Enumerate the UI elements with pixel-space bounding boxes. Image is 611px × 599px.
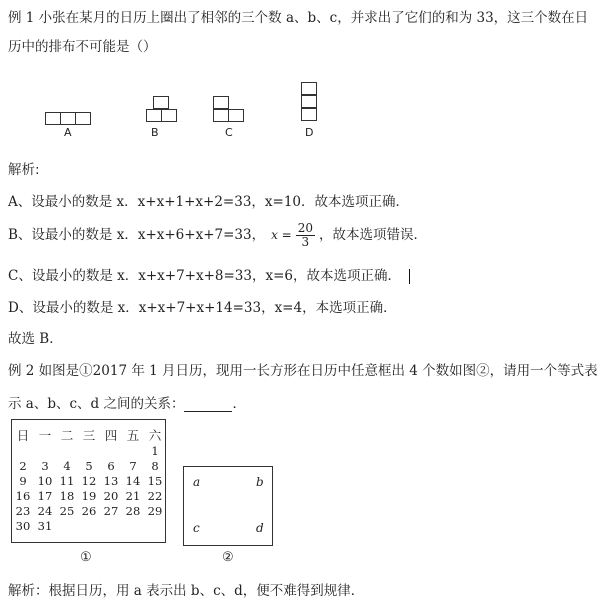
- calendar-day: 8: [151, 459, 159, 473]
- solution1-option-b-post: ，故本选项错误．: [319, 227, 428, 243]
- solution1-option-d: D、设最小的数是 x．x+x+7+x+14=33，x=4，本选项正确．: [8, 300, 397, 316]
- solution1-option-b-var: x =: [271, 228, 292, 242]
- weekday-sun: 日: [16, 428, 30, 443]
- calendar-day: 20: [103, 489, 119, 503]
- letter-c: c: [193, 521, 200, 535]
- answer-blank: [184, 397, 232, 412]
- calendar-day: 29: [147, 504, 163, 518]
- calendar-day: 2: [19, 459, 27, 473]
- calendar-day: 25: [59, 504, 75, 518]
- weekday-thu: 四: [104, 428, 118, 443]
- example1-line1: 例 1 小张在某月的日历上圈出了相邻的三个数 a、b、c，并求出了它们的和为 33，这三个数在日: [8, 10, 589, 26]
- calendar-day: 31: [37, 519, 53, 533]
- example1-line2: 历中的排布不可能是（）: [8, 39, 157, 55]
- calendar-day: 30: [15, 519, 31, 533]
- calendar-day: 19: [81, 489, 97, 503]
- weekday-fri: 五: [126, 428, 140, 443]
- calendar-week-row: [12, 459, 167, 474]
- calendar-day: 26: [81, 504, 97, 518]
- weekday-tue: 二: [60, 428, 74, 443]
- solution1-option-c: C、设最小的数是 x．x+x+7+x+8=33，x=6，故本选项正确．: [8, 268, 402, 284]
- solution2-text: 解析：根据日历，用 a 表示出 b、c、d，便不难得到规律．: [8, 583, 365, 599]
- calendar: [11, 419, 166, 543]
- calendar-day: 15: [147, 474, 163, 488]
- calendar-week-row: [12, 519, 167, 534]
- weekday-wed: 三: [82, 428, 96, 443]
- calendar-day: 6: [107, 459, 115, 473]
- weekday-mon: 一: [38, 428, 52, 443]
- calendar-day: 28: [125, 504, 141, 518]
- calendar-day: 22: [147, 489, 163, 503]
- letter-d: d: [256, 521, 264, 535]
- calendar-week-row: [12, 444, 167, 459]
- weekday-sat: 六: [148, 428, 162, 443]
- shape-a-label: A: [64, 126, 72, 139]
- calendar-day: 13: [103, 474, 119, 488]
- solution1-heading: 解析:: [8, 162, 40, 178]
- example2-line1: 例 2 如图是①2017 年 1 月日历，现用一长方形在日历中任意框出 4 个数如图②，请用一个等式表: [8, 363, 598, 379]
- calendar-day: 17: [37, 489, 53, 503]
- calendar-day: 24: [37, 504, 53, 518]
- calendar-day: 10: [37, 474, 53, 488]
- example2-line2: [8, 392, 246, 412]
- calendar-day: 14: [125, 474, 141, 488]
- shape-d-label: D: [305, 126, 314, 139]
- letter-a: a: [193, 475, 201, 489]
- text-cursor: [409, 269, 410, 284]
- solution1-option-c-row: [8, 264, 410, 284]
- calendar-day: 18: [59, 489, 75, 503]
- calendar-day: 1: [151, 444, 159, 458]
- example2-line2-post: ．: [232, 396, 246, 412]
- abcd-square: [183, 466, 273, 546]
- calendar-day: 16: [15, 489, 31, 503]
- calendar-day: 3: [41, 459, 49, 473]
- shape-c-label: C: [225, 126, 233, 139]
- calendar-week-row: [12, 474, 167, 489]
- calendar-day: 27: [103, 504, 119, 518]
- calendar-caption: ①: [80, 550, 92, 565]
- calendar-day: 11: [59, 474, 75, 488]
- calendar-day: 4: [63, 459, 71, 473]
- letter-b: b: [256, 475, 264, 489]
- calendar-day: 7: [129, 459, 137, 473]
- calendar-day: 5: [85, 459, 93, 473]
- solution1-option-b-pre: B、设最小的数是 x．x+x+6+x+7=33，: [8, 227, 266, 243]
- calendar-weekday-row: [12, 426, 167, 441]
- calendar-day: 23: [15, 504, 31, 518]
- calendar-week-row: [12, 489, 167, 504]
- fraction-numerator: 20: [297, 221, 314, 235]
- square-caption: ②: [222, 550, 234, 565]
- fraction: [296, 222, 315, 249]
- solution1-option-b: [8, 222, 427, 249]
- calendar-day: 12: [81, 474, 97, 488]
- fraction-denominator: 3: [301, 235, 310, 249]
- shape-b-label: B: [151, 126, 159, 139]
- solution1-answer: 故选 B．: [8, 331, 63, 347]
- solution1-option-a: A、设最小的数是 x．x+x+1+x+2=33，x=10．故本选项正确．: [8, 194, 410, 210]
- calendar-week-row: [12, 504, 167, 519]
- example2-line2-pre: 示 a、b、c、d 之间的关系：: [8, 396, 185, 412]
- calendar-day: 9: [19, 474, 27, 488]
- calendar-day: 21: [125, 489, 141, 503]
